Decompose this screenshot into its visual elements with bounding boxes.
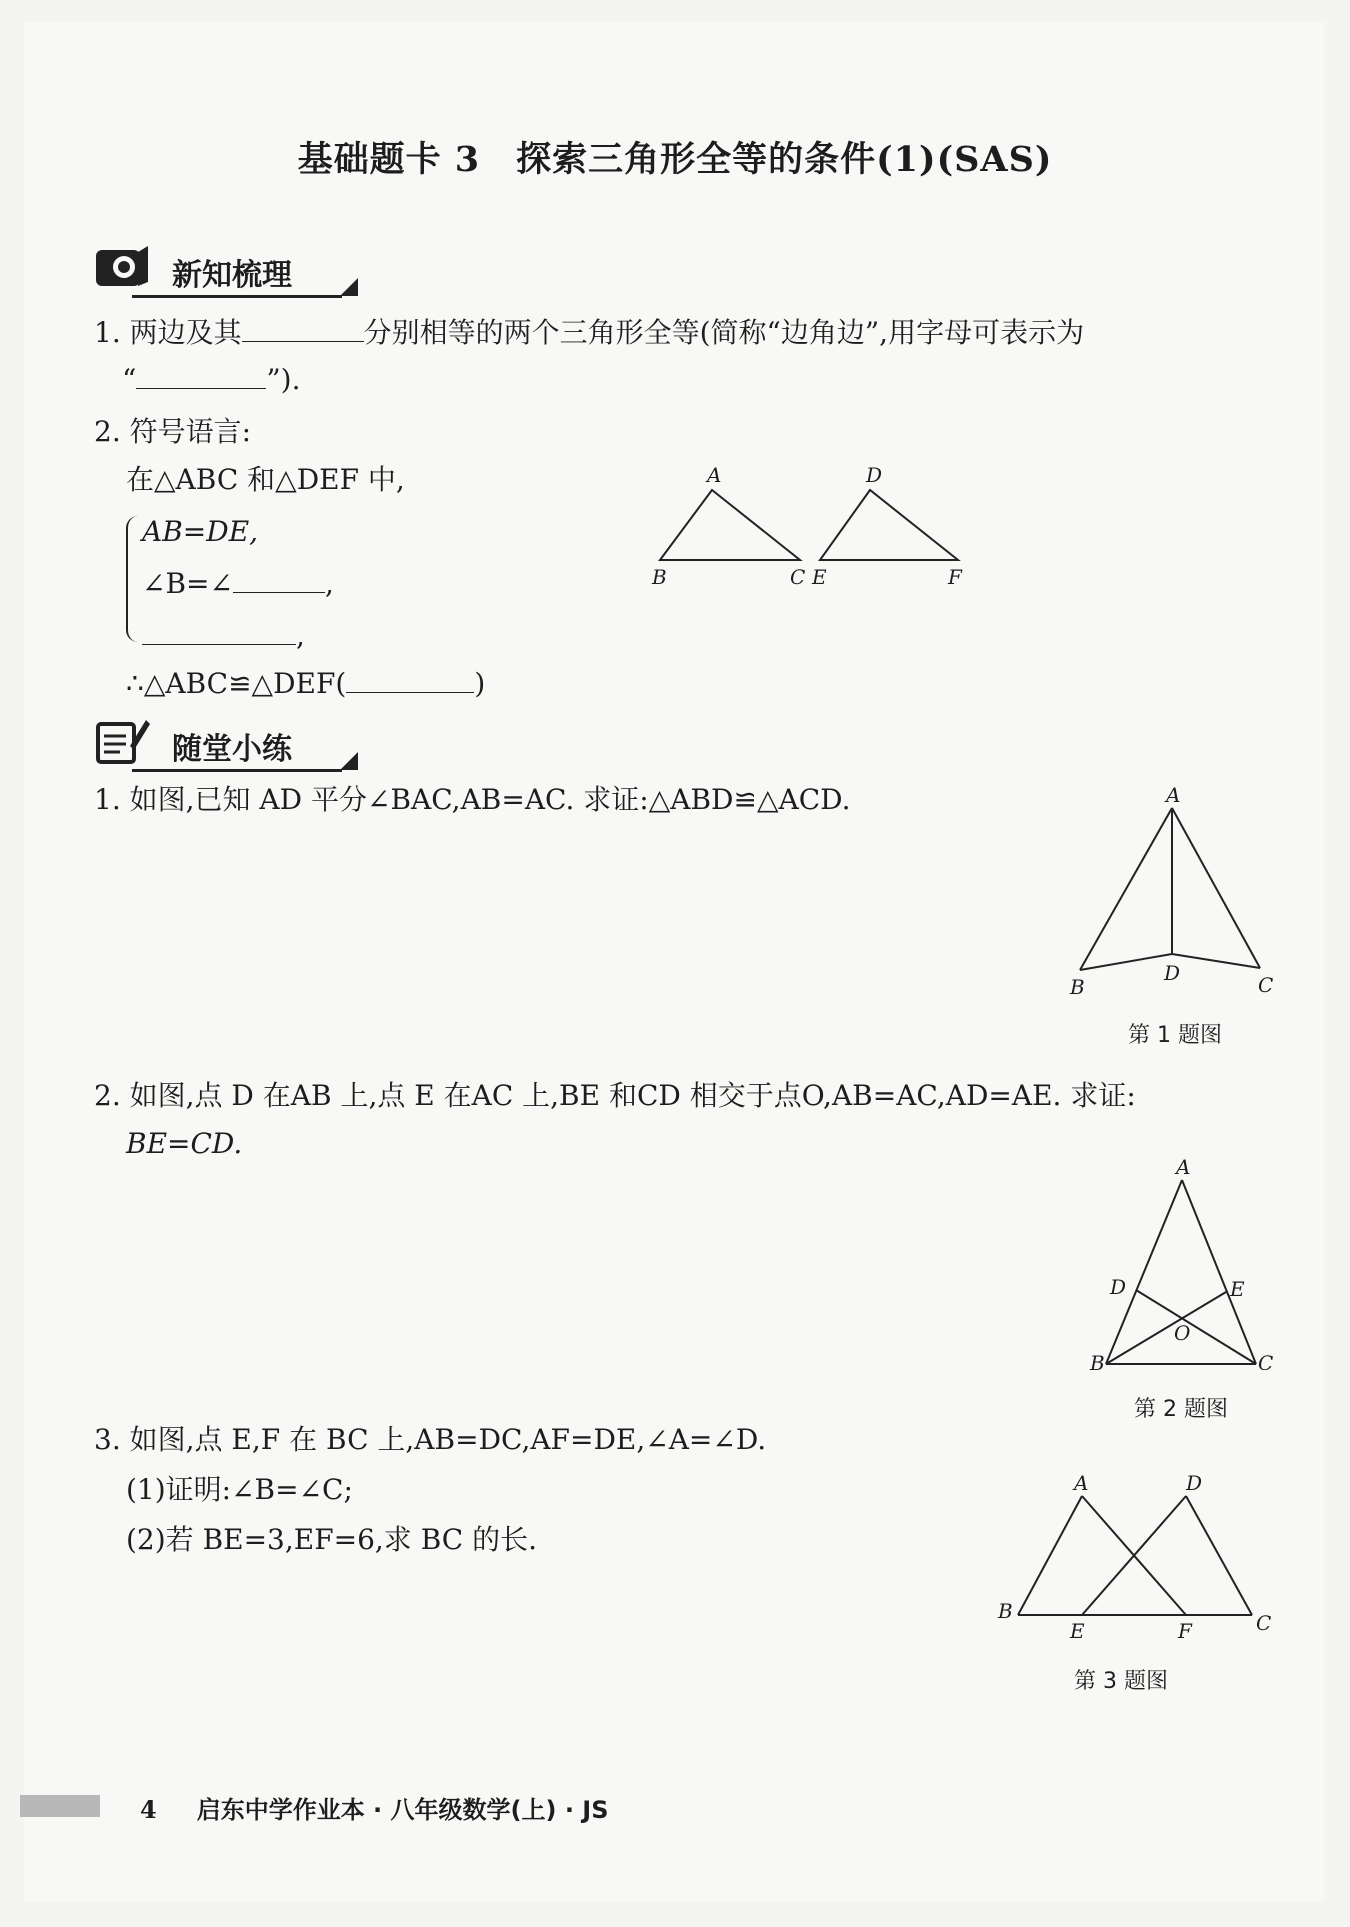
question-1: 1. 如图,已知 AD 平分∠BAC,AB=AC. 求证:△ABD≌△ACD.: [94, 783, 851, 816]
section-heading-label: 新知梳理: [172, 258, 292, 293]
line4-text-b: ,: [296, 619, 305, 652]
blank-field[interactable]: [142, 614, 296, 645]
item1-text-d: ”).: [266, 363, 301, 396]
label-o: O: [1174, 1321, 1191, 1345]
page-number: 4: [140, 1795, 157, 1824]
label-b: B: [652, 565, 667, 589]
question-2-line1: 2. 如图,点 D 在AB 上,点 E 在AC 上,BE 和CD 相交于点O,AB=AC,AD=AE. 求证:: [94, 1079, 1136, 1112]
caption-question-3: 第 3 题图: [1074, 1669, 1168, 1694]
item1-text-b: 分别相等的两个三角形全等(简称“边角边”,用字母可表示为: [363, 316, 1085, 349]
label-d: D: [1110, 1275, 1127, 1299]
item1-text-a: 1. 两边及其: [94, 316, 242, 349]
label-c: C: [1258, 1351, 1274, 1370]
question-2-line2: BE=CD.: [126, 1127, 243, 1160]
label-b: B: [1090, 1351, 1105, 1370]
figure-question-3: [990, 1470, 1280, 1650]
line5-text-b: ): [474, 667, 486, 700]
heading-rule: [132, 295, 342, 298]
page-footer: [140, 1790, 609, 1825]
label-f: F: [948, 565, 962, 589]
notebook-pen-icon: [92, 716, 152, 768]
label-e: E: [812, 565, 827, 589]
blank-field[interactable]: [233, 562, 325, 593]
section-heading-label: 随堂小练: [172, 732, 292, 767]
label-a: A: [707, 463, 722, 487]
figure-question-2: [1080, 1150, 1300, 1370]
section-heading-practice: [92, 716, 360, 776]
heading-triangle-mark: [340, 752, 358, 770]
label-e: E: [1070, 1619, 1085, 1643]
label-c: C: [790, 565, 806, 589]
label-c: C: [1258, 973, 1274, 997]
figure-question-1: [1060, 780, 1280, 1010]
footer-book-title: 启东中学作业本 · 八年级数学(上) · JS: [196, 1796, 609, 1824]
line5-text-a: ∴△ABC≌△DEF(: [126, 667, 347, 700]
label-d: D: [1164, 961, 1181, 985]
knowledge-item-2-line4: [142, 614, 305, 656]
question-3-line3: (2)若 BE=3,EF=6,求 BC 的长.: [126, 1523, 538, 1556]
knowledge-item-2-line1: 在△ABC 和△DEF 中,: [126, 463, 405, 496]
knowledge-item-2-title: 2. 符号语言:: [94, 415, 252, 448]
label-a: A: [1176, 1155, 1191, 1179]
blank-field[interactable]: [136, 358, 266, 389]
line3-text-b: ,: [324, 567, 334, 600]
label-b: B: [998, 1599, 1013, 1623]
triangle-abc: [660, 490, 800, 560]
book-icon: [92, 242, 152, 294]
label-a: A: [1166, 783, 1181, 807]
label-a: A: [1074, 1471, 1089, 1495]
label-c: C: [1256, 1611, 1272, 1635]
knowledge-item-2-line5: [126, 662, 485, 704]
knowledge-item-1: [94, 311, 1084, 353]
knowledge-item-1-cont: [122, 358, 300, 400]
line3-text-a: ∠B=∠: [142, 567, 233, 600]
section-heading-new-knowledge: [92, 242, 360, 302]
blank-field[interactable]: [346, 662, 474, 693]
item1-text-c: “: [122, 363, 137, 396]
label-d: D: [1186, 1471, 1203, 1495]
label-d: D: [866, 463, 883, 487]
footer-gray-bar: [20, 1795, 100, 1817]
triangle-def: [820, 490, 958, 560]
question-3-line2: (1)证明:∠B=∠C;: [126, 1473, 353, 1506]
caption-question-1: 第 1 题图: [1128, 1023, 1222, 1048]
heading-triangle-mark: [340, 278, 358, 296]
left-brace: [126, 516, 142, 642]
label-f: F: [1178, 1619, 1192, 1643]
heading-rule: [132, 769, 342, 772]
label-b: B: [1070, 975, 1085, 999]
figure-two-triangles: [640, 460, 970, 600]
knowledge-item-2-line3: [142, 562, 334, 604]
blank-field[interactable]: [242, 311, 364, 342]
knowledge-item-2-line2: AB=DE,: [142, 515, 259, 548]
page-title: 基础题卡 3 探索三角形全等的条件(1)(SAS): [297, 139, 1053, 180]
caption-question-2: 第 2 题图: [1134, 1397, 1228, 1422]
label-e: E: [1230, 1277, 1245, 1301]
question-3-line1: 3. 如图,点 E,F 在 BC 上,AB=DC,AF=DE,∠A=∠D.: [94, 1423, 767, 1456]
